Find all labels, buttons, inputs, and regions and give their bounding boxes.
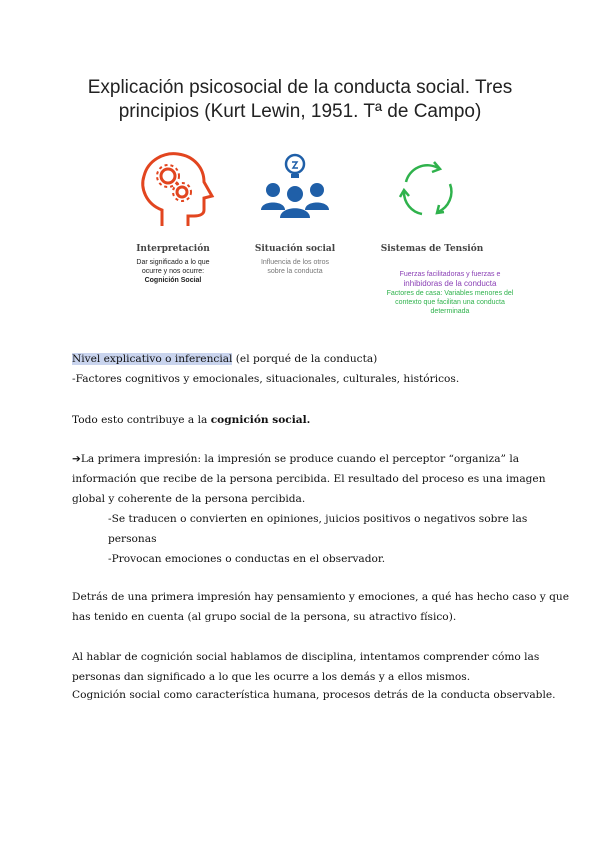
paragraph-text: Todo esto contribuye a la <box>72 414 211 426</box>
paragraph-detras-2: has tenido en cuenta (al grupo social de la persona, su atractivo físico). <box>72 611 457 623</box>
slide-title <box>72 76 528 124</box>
situacion-social-desc-2: sobre la conducta <box>267 268 323 275</box>
paragraph-contribuye <box>72 411 310 430</box>
paragraph-text: (el porqué de la conducta) <box>232 353 378 365</box>
sistemas-tension-desc <box>376 270 524 316</box>
sistemas-tension-desc-1: Fuerzas facilitadoras y fuerzas e <box>399 271 501 278</box>
interpretacion-desc-1: Dar significado a lo que <box>136 259 210 266</box>
interpretacion-desc-3: Cognición Social <box>144 277 202 284</box>
paragraph-primera-impresion-2: información que recibe de la persona percibida. El resultado del proceso es una imagen <box>72 473 546 485</box>
indented-item-1-line-2: personas <box>108 533 157 545</box>
bold-text: cognición social. <box>210 414 311 426</box>
paragraph-nivel-explicativo <box>72 350 377 369</box>
interpretacion-desc-2: ocurre y nos ocurre: <box>141 268 205 275</box>
highlighted-text: Nivel explicativo o inferencial <box>72 353 233 365</box>
slide-title-line-1: Explicación psicosocial de la conducta social. Tres <box>87 77 513 98</box>
sistemas-tension-label: Sistemas de Tensión <box>380 244 484 254</box>
situacion-social-desc-1: Influencia de los otros <box>260 259 330 266</box>
paragraph-cognicion-2: personas dan significado a lo que les ocurre a los demás y a ellos mismos. <box>72 671 471 683</box>
sistemas-tension-desc-2: inhibidoras de la conducta <box>403 279 497 288</box>
sistemas-tension-desc-3: Factores de casa: Variables menores del <box>386 290 514 297</box>
group-idea-icon <box>258 152 332 226</box>
situacion-social-label: Situación social <box>254 244 336 254</box>
sistemas-tension-desc-4: contexto que facilitan una conducta <box>395 299 505 306</box>
paragraph-primera-impresion-1: ➔La primera impresión: la impresión se produce cuando el perceptor “organiza” la <box>72 453 520 465</box>
situacion-social-desc <box>240 258 350 276</box>
slide-image <box>72 72 528 324</box>
indented-item-2: -Provocan emociones o conductas en el observador. <box>108 553 386 565</box>
interpretacion-label: Interpretación <box>136 244 210 254</box>
paragraph-cognicion-3: Cognición social como característica humana, procesos detrás de la conducta observable. <box>72 689 556 701</box>
sistemas-tension-desc-5: determinada <box>430 308 470 315</box>
recycle-arrows-icon <box>392 154 462 224</box>
paragraph-factores: -Factores cognitivos y emocionales, situacionales, culturales, históricos. <box>72 373 460 385</box>
paragraph-cognicion-1: Al hablar de cognición social hablamos de disciplina, intentamos comprender cómo las <box>72 651 540 663</box>
paragraph-primera-impresion-3: global y coherente de la persona percibida. <box>72 493 306 505</box>
interpretacion-desc <box>118 258 228 285</box>
paragraph-detras-1: Detrás de una primera impresión hay pensamiento y emociones, a qué has hecho caso y que <box>72 591 569 603</box>
slide-title-line-2: principios (Kurt Lewin, 1951. Tª de Campo) <box>118 101 482 122</box>
head-gears-icon <box>132 148 216 232</box>
indented-item-1-line-1: -Se traducen o convierten en opiniones, juicios positivos o negativos sobre las <box>108 513 528 525</box>
